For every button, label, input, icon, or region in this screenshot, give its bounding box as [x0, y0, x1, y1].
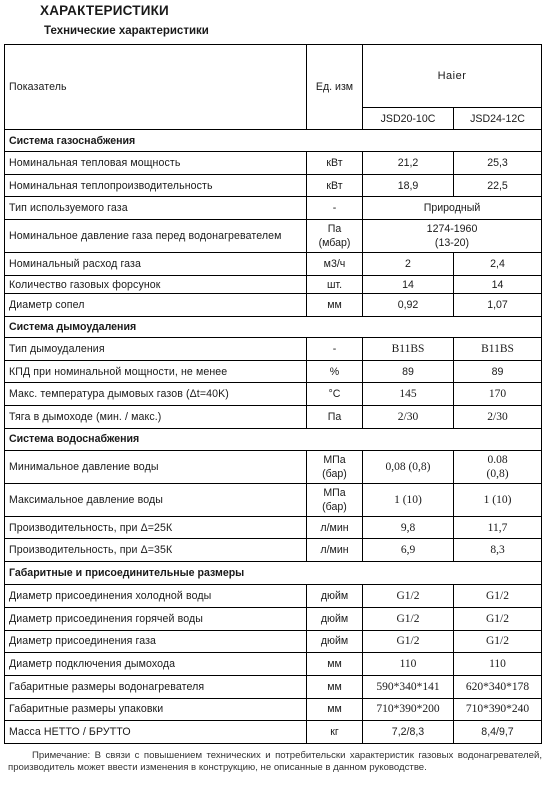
param-unit: м3/ч	[307, 253, 363, 276]
table-row	[5, 539, 542, 562]
col-param-header: Показатель	[5, 45, 307, 130]
param-value-model-1: 145	[363, 383, 454, 406]
footnote-text: Примечание: В связи с повышением технических и потребительски характеристик газовых водонагревателей, производитель может ввести изменения в конструкцию, не описанные в данном руководстве.	[8, 750, 542, 773]
param-value-model-2: 11,7	[454, 516, 542, 539]
section-title: Система газоснабжения	[5, 130, 542, 152]
param-unit: %	[307, 360, 363, 383]
section-row	[5, 562, 542, 585]
param-value-model-1: 14	[363, 275, 454, 294]
param-value-model-2: 2/30	[454, 406, 542, 429]
param-value-model-2: 620*340*178	[454, 675, 542, 698]
param-name: Диаметр присоединения газа	[5, 630, 307, 653]
table-row	[5, 630, 542, 653]
param-unit: мм	[307, 675, 363, 698]
param-name: Номинальное давление газа перед водонагревателем	[5, 220, 307, 253]
param-name: Диаметр сопел	[5, 294, 307, 317]
param-value-model-2: 1,07	[454, 294, 542, 317]
param-name: Габаритные размеры упаковки	[5, 698, 307, 721]
param-name: Диаметр подключения дымохода	[5, 653, 307, 676]
param-unit: кВт	[307, 174, 363, 197]
section-row	[5, 317, 542, 338]
param-value-model-2: 710*390*240	[454, 698, 542, 721]
param-unit: кг	[307, 721, 363, 744]
param-name: Номинальный расход газа	[5, 253, 307, 276]
param-value-merged: Природный	[363, 197, 542, 220]
table-row	[5, 360, 542, 383]
param-value-model-2: 8,3	[454, 539, 542, 562]
param-value-model-2: 89	[454, 360, 542, 383]
param-value-model-1: G1/2	[363, 630, 454, 653]
param-value-model-1: 18,9	[363, 174, 454, 197]
param-value-model-2: 110	[454, 653, 542, 676]
param-name: Производительность, при Δ=25К	[5, 516, 307, 539]
param-unit: мм	[307, 294, 363, 317]
param-value-model-1: 7,2/8,3	[363, 721, 454, 744]
param-name: Минимальное давление воды	[5, 450, 307, 483]
param-value-model-2: 2,4	[454, 253, 542, 276]
param-unit: дюйм	[307, 585, 363, 608]
param-name: Тип используемого газа	[5, 197, 307, 220]
param-unit: мм	[307, 698, 363, 721]
spec-table-body	[5, 130, 542, 744]
param-name: Максимальное давление воды	[5, 483, 307, 516]
page-subtitle: Технические характеристики	[44, 25, 209, 37]
table-row	[5, 294, 542, 317]
section-title: Габаритные и присоединительные размеры	[5, 562, 542, 585]
table-row	[5, 197, 542, 220]
param-value-model-2: B11BS	[454, 338, 542, 361]
table-row	[5, 607, 542, 630]
table-row	[5, 220, 542, 253]
param-value-model-2: 25,3	[454, 152, 542, 175]
param-name: Диаметр присоединения горячей воды	[5, 607, 307, 630]
table-row	[5, 675, 542, 698]
param-unit: дюйм	[307, 630, 363, 653]
param-value-model-1: 2/30	[363, 406, 454, 429]
param-name: Количество газовых форсунок	[5, 275, 307, 294]
param-value-model-1: G1/2	[363, 607, 454, 630]
param-value-model-2: G1/2	[454, 630, 542, 653]
table-header-row	[5, 45, 542, 108]
param-value-model-1: 2	[363, 253, 454, 276]
footnote	[8, 750, 542, 774]
section-title: Система дымоудаления	[5, 317, 542, 338]
spec-table	[4, 44, 542, 744]
param-value-model-1: 89	[363, 360, 454, 383]
table-row	[5, 516, 542, 539]
table-row	[5, 275, 542, 294]
section-row	[5, 130, 542, 152]
param-value-model-1: 110	[363, 653, 454, 676]
col-brand-header: Haier	[363, 45, 542, 108]
table-row	[5, 174, 542, 197]
table-row	[5, 338, 542, 361]
param-name: Производительность, при Δ=35К	[5, 539, 307, 562]
param-value-model-1: 0,92	[363, 294, 454, 317]
page-title: ХАРАКТЕРИСТИКИ	[40, 3, 169, 18]
table-row	[5, 483, 542, 516]
param-unit: л/мин	[307, 516, 363, 539]
table-row	[5, 253, 542, 276]
param-value-merged: 1274-1960 (13-20)	[363, 220, 542, 253]
param-value-model-2: 14	[454, 275, 542, 294]
param-name: Номинальная теплопроизводительность	[5, 174, 307, 197]
param-value-model-2: 0.08 (0,8)	[454, 450, 542, 483]
param-name: Номинальная тепловая мощность	[5, 152, 307, 175]
param-unit: мм	[307, 653, 363, 676]
param-name: Тяга в дымоходе (мин. / макс.)	[5, 406, 307, 429]
param-value-model-1: 710*390*200	[363, 698, 454, 721]
param-value-model-2: 1 (10)	[454, 483, 542, 516]
param-value-model-2: G1/2	[454, 585, 542, 608]
param-name: Масса НЕТТО / БРУТТО	[5, 721, 307, 744]
param-value-model-1: G1/2	[363, 585, 454, 608]
table-row	[5, 653, 542, 676]
param-value-model-1: 590*340*141	[363, 675, 454, 698]
param-name: Диаметр присоединения холодной воды	[5, 585, 307, 608]
param-unit: Па	[307, 406, 363, 429]
param-unit: кВт	[307, 152, 363, 175]
param-unit: л/мин	[307, 539, 363, 562]
section-title: Система водоснабжения	[5, 428, 542, 450]
model-1-header: JSD20-10C	[363, 108, 454, 130]
param-unit: -	[307, 338, 363, 361]
param-name: КПД при номинальной мощности, не менее	[5, 360, 307, 383]
param-unit: Па (мбар)	[307, 220, 363, 253]
param-unit: МПа (бар)	[307, 483, 363, 516]
param-name: Габаритные размеры водонагревателя	[5, 675, 307, 698]
param-unit: шт.	[307, 275, 363, 294]
table-row	[5, 406, 542, 429]
param-value-model-2: 8,4/9,7	[454, 721, 542, 744]
model-2-header: JSD24-12C	[454, 108, 542, 130]
param-value-model-1: 0,08 (0,8)	[363, 450, 454, 483]
param-value-model-2: G1/2	[454, 607, 542, 630]
table-row	[5, 383, 542, 406]
table-row	[5, 585, 542, 608]
param-unit: -	[307, 197, 363, 220]
param-value-model-1: 9,8	[363, 516, 454, 539]
param-value-model-1: 6,9	[363, 539, 454, 562]
param-name: Тип дымоудаления	[5, 338, 307, 361]
section-row	[5, 428, 542, 450]
table-row	[5, 450, 542, 483]
param-value-model-1: B11BS	[363, 338, 454, 361]
col-unit-header: Ед. изм	[307, 45, 363, 130]
param-value-model-1: 1 (10)	[363, 483, 454, 516]
param-unit: МПа (бар)	[307, 450, 363, 483]
param-name: Макс. температура дымовых газов (Δt=40K)	[5, 383, 307, 406]
table-row	[5, 721, 542, 744]
param-unit: дюйм	[307, 607, 363, 630]
param-value-model-2: 170	[454, 383, 542, 406]
table-row	[5, 698, 542, 721]
param-value-model-1: 21,2	[363, 152, 454, 175]
table-row	[5, 152, 542, 175]
param-unit: °C	[307, 383, 363, 406]
param-value-model-2: 22,5	[454, 174, 542, 197]
